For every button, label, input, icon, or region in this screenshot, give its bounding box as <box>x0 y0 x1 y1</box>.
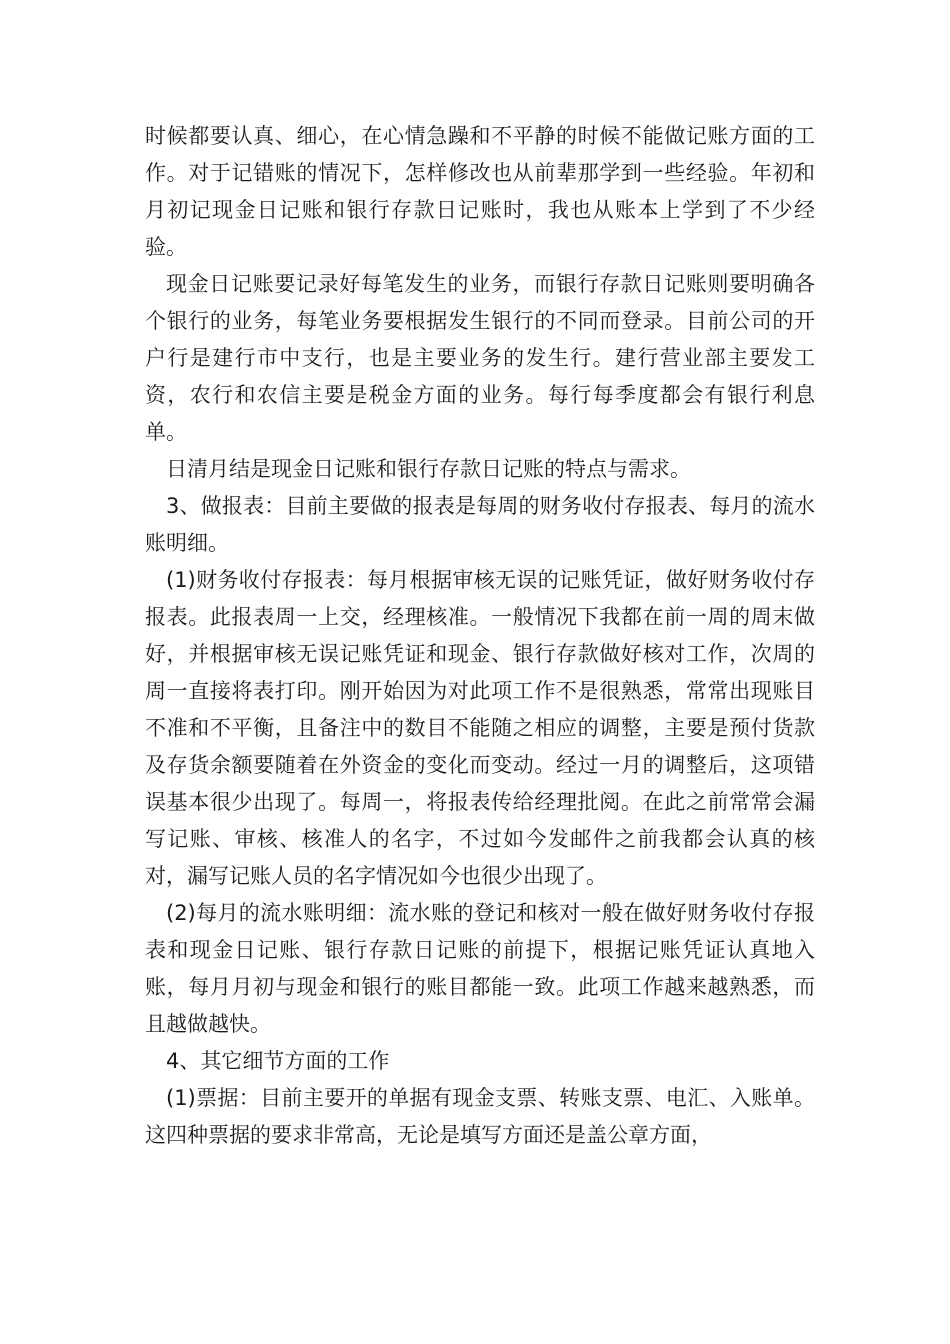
paragraph-continued: 时候都要认真、细心，在心情急躁和不平静的时候不能做记账方面的工作。对于记错账的情况下，怎样修改也从前辈那学到一些经验。年初和月初记现金日记账和银行存款日记账时，我也从账本上学到了不少经验。 <box>145 124 815 259</box>
paragraph-bills: (1)票据：目前主要开的单据有现金支票、转账支票、电汇、入账单。这四种票据的要求非常高，无论是填写方面还是盖公章方面， <box>145 1086 815 1147</box>
document-body <box>145 118 815 1154</box>
paragraph-daily-monthly: 日清月结是现金日记账和银行存款日记账的特点与需求。 <box>166 457 691 481</box>
paragraph-other-details-heading: 4、其它细节方面的工作 <box>166 1049 390 1073</box>
paragraph-receipts-report: (1)财务收付存报表：每月根据审核无误的记账凭证，做好财务收付存报表。此报表周一上交，经理核准。一般情况下我都在前一周的周末做好，并根据审核无误记账凭证和现金、银行存款做好核对工作，次周的周一直接将表打印。刚开始因为对此项工作不是很熟悉，常常出现账目不准和不平衡，且备注中的数目不能随之相应的调整，主要是预付货款及存货余额要随着在外资金的变化而变动。经过一月的调整后，这项错误基本很少出现了。每周一，将报表传给经理批阅。在此之前常常会漏写记账、审核、核准人的名字，不过如今发邮件之前我都会认真的核对，漏写记账人员的名字情况如今也很少出现了。 <box>145 568 815 888</box>
paragraph-monthly-ledger: (2)每月的流水账明细：流水账的登记和核对一般在做好财务收付存报表和现金日记账、银行存款日记账的前提下，根据记账凭证认真地入账，每月月初与现金和银行的账目都能一致。此项工作越来越熟悉，而且越做越快。 <box>145 901 815 1036</box>
paragraph-cash-journal: 现金日记账要记录好每笔发生的业务，而银行存款日记账则要明确各个银行的业务，每笔业务要根据发生银行的不同而登录。目前公司的开户行是建行市中支行，也是主要业务的发生行。建行营业部主要发工资，农行和农信主要是税金方面的业务。每行每季度都会有银行利息单。 <box>145 272 815 444</box>
paragraph-reports-heading: 3、做报表：目前主要做的报表是每周的财务收付存报表、每月的流水账明细。 <box>145 494 815 555</box>
